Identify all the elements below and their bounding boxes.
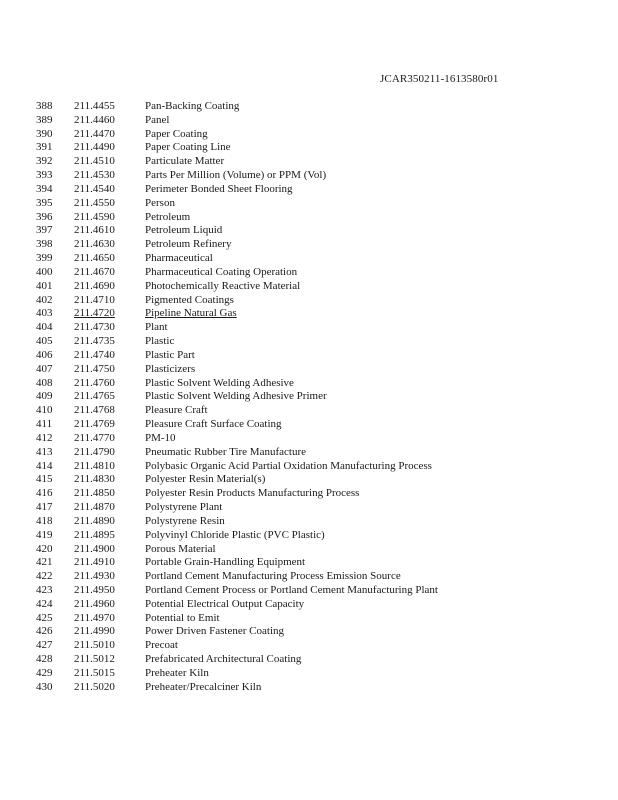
defined-term: Petroleum: [145, 210, 191, 223]
item-number: 426: [36, 625, 53, 638]
defined-term: Photochemically Reactive Material: [145, 279, 301, 292]
section-number: 211.4750: [74, 362, 115, 375]
list-item: [0, 639, 618, 653]
item-number: 407: [36, 362, 53, 375]
list-item: [0, 266, 618, 280]
item-number: 391: [36, 141, 53, 154]
section-number: 211.4590: [74, 210, 115, 223]
section-number: 211.5020: [74, 680, 115, 693]
list-item: [0, 460, 618, 474]
defined-term: Plastic Part: [145, 348, 195, 361]
list-item: [0, 418, 618, 432]
defined-term: Plasticizers: [145, 362, 196, 375]
item-number: 393: [36, 169, 53, 182]
item-number: 388: [36, 100, 53, 112]
defined-term: Particulate Matter: [145, 155, 225, 168]
section-number: 211.4950: [74, 583, 115, 596]
list-item: [0, 114, 618, 128]
item-number: 392: [36, 155, 53, 168]
item-number: 389: [36, 113, 53, 126]
defined-term: Polyester Resin Products Manufacturing Process: [145, 487, 360, 500]
list-item: [0, 100, 618, 114]
list-item: [0, 598, 618, 612]
list-item: [0, 197, 618, 211]
list-item: [0, 681, 618, 695]
section-number: 211.4610: [74, 224, 115, 237]
defined-term: Pan-Backing Coating: [145, 100, 240, 112]
list-item: [0, 155, 618, 169]
defined-term: Polyester Resin Material(s): [145, 473, 266, 486]
item-number: 399: [36, 252, 53, 265]
list-item: [0, 501, 618, 515]
section-number: 211.4740: [74, 348, 115, 361]
item-number: 412: [36, 431, 53, 444]
section-number: 211.4730: [74, 321, 115, 334]
section-number: 211.4850: [74, 487, 115, 500]
item-number: 425: [36, 611, 53, 624]
list-item: [0, 667, 618, 681]
list-item: [0, 473, 618, 487]
section-number: 211.4650: [74, 252, 115, 265]
defined-term: Perimeter Bonded Sheet Flooring: [145, 182, 293, 195]
defined-term: Pipeline Natural Gas: [145, 307, 237, 320]
defined-term: Prefabricated Architectural Coating: [145, 653, 302, 666]
defined-term: Plant: [145, 321, 168, 334]
item-number: 404: [36, 321, 53, 334]
defined-term: Plastic Solvent Welding Adhesive Primer: [145, 390, 327, 403]
section-number: 211.4890: [74, 514, 115, 527]
defined-term: Pleasure Craft: [145, 404, 208, 417]
item-number: 427: [36, 639, 53, 652]
defined-term: Preheater Kiln: [145, 666, 209, 679]
item-number: 413: [36, 445, 53, 458]
item-number: 394: [36, 182, 53, 195]
defined-term: Precoat: [145, 639, 178, 652]
section-number: 211.4470: [74, 127, 115, 140]
item-number: 420: [36, 542, 53, 555]
item-number: 429: [36, 666, 53, 679]
defined-term: Pharmaceutical: [145, 252, 213, 265]
defined-term: Potential to Emit: [145, 611, 220, 624]
section-number: 211.4540: [74, 182, 115, 195]
item-number: 397: [36, 224, 53, 237]
section-number: 211.5010: [74, 639, 115, 652]
defined-term: Preheater/Precalciner Kiln: [145, 680, 262, 693]
section-number: 211.4710: [74, 293, 115, 306]
section-number: 211.4630: [74, 238, 115, 251]
list-item: [0, 377, 618, 391]
list-item: [0, 141, 618, 155]
section-number: 211.4670: [74, 265, 115, 278]
list-item: [0, 625, 618, 639]
item-number: 396: [36, 210, 53, 223]
list-item: [0, 238, 618, 252]
document-id: JCAR350211-1613580r01: [380, 73, 499, 85]
item-number: 421: [36, 556, 53, 569]
defined-term: Paper Coating: [145, 127, 208, 140]
section-number: 211.4895: [74, 528, 115, 541]
list-item: [0, 335, 618, 349]
list-item: [0, 363, 618, 377]
list-item: [0, 515, 618, 529]
list-item: [0, 487, 618, 501]
item-number: 400: [36, 265, 53, 278]
list-item: [0, 128, 618, 142]
item-number: 418: [36, 514, 53, 527]
list-item: [0, 556, 618, 570]
list-item: [0, 307, 618, 321]
item-number: 390: [36, 127, 53, 140]
item-number: 401: [36, 279, 53, 292]
section-number: 211.4900: [74, 542, 115, 555]
item-number: 409: [36, 390, 53, 403]
section-number: 211.4765: [74, 390, 115, 403]
item-number: 423: [36, 583, 53, 596]
defined-term: Paper Coating Line: [145, 141, 231, 154]
defined-term: Parts Per Million (Volume) or PPM (Vol): [145, 169, 327, 182]
section-number: 211.5015: [74, 666, 115, 679]
defined-term: PM-10: [145, 431, 176, 444]
item-number: 410: [36, 404, 53, 417]
defined-term: Petroleum Refinery: [145, 238, 232, 251]
list-item: [0, 321, 618, 335]
item-number: 428: [36, 653, 53, 666]
section-number: 211.4910: [74, 556, 115, 569]
section-number: 211.4530: [74, 169, 115, 182]
section-number: 211.4830: [74, 473, 115, 486]
defined-term: Polystyrene Plant: [145, 501, 223, 514]
item-number: 402: [36, 293, 53, 306]
section-number: 211.4770: [74, 431, 115, 444]
list-item: [0, 211, 618, 225]
item-number: 395: [36, 196, 53, 209]
list-item: [0, 653, 618, 667]
section-number: 211.4768: [74, 404, 115, 417]
list-item: [0, 294, 618, 308]
list-item: [0, 543, 618, 557]
section-number: 211.4460: [74, 113, 115, 126]
item-number: 405: [36, 335, 53, 348]
section-number: 211.4720: [74, 307, 115, 320]
list-item: [0, 432, 618, 446]
item-number: 408: [36, 376, 53, 389]
list-item: [0, 280, 618, 294]
item-number: 414: [36, 459, 53, 472]
section-number: 211.5012: [74, 653, 115, 666]
item-number: 422: [36, 570, 53, 583]
defined-term: Power Driven Fastener Coating: [145, 625, 284, 638]
section-number: 211.4990: [74, 625, 115, 638]
defined-term: Person: [145, 196, 175, 209]
defined-term: Plastic Solvent Welding Adhesive: [145, 376, 294, 389]
defined-term: Potential Electrical Output Capacity: [145, 597, 305, 610]
defined-term: Pharmaceutical Coating Operation: [145, 265, 298, 278]
defined-term: Panel: [145, 113, 170, 126]
section-number: 211.4970: [74, 611, 115, 624]
defined-term: Portable Grain-Handling Equipment: [145, 556, 306, 569]
section-number: 211.4735: [74, 335, 115, 348]
item-number: 406: [36, 348, 53, 361]
section-number: 211.4790: [74, 445, 115, 458]
defined-term: Petroleum Liquid: [145, 224, 223, 237]
defined-term: Polyvinyl Chloride Plastic (PVC Plastic): [145, 528, 325, 541]
defined-term: Portland Cement Manufacturing Process Emission Source: [145, 570, 401, 583]
item-number: 411: [36, 418, 53, 431]
list-item: [0, 529, 618, 543]
list-item: [0, 183, 618, 197]
item-number: 416: [36, 487, 53, 500]
item-number: 415: [36, 473, 53, 486]
list-item: [0, 612, 618, 626]
defined-term: Portland Cement Process or Portland Cement Manufacturing Plant: [145, 583, 438, 596]
item-number: 424: [36, 597, 53, 610]
item-number: 419: [36, 528, 53, 541]
section-number: 211.4510: [74, 155, 115, 168]
list-item: [0, 169, 618, 183]
list-item: [0, 446, 618, 460]
section-number: 211.4930: [74, 570, 115, 583]
section-number: 211.4455: [74, 100, 115, 112]
section-number: 211.4810: [74, 459, 115, 472]
section-number: 211.4690: [74, 279, 115, 292]
section-number: 211.4769: [74, 418, 115, 431]
section-number: 211.4960: [74, 597, 115, 610]
item-number: 403: [36, 307, 53, 320]
section-number: 211.4760: [74, 376, 115, 389]
definitions-list: [0, 100, 618, 695]
list-item: [0, 349, 618, 363]
defined-term: Pneumatic Rubber Tire Manufacture: [145, 445, 306, 458]
list-item: [0, 584, 618, 598]
item-number: 417: [36, 501, 53, 514]
defined-term: Porous Material: [145, 542, 216, 555]
section-number: 211.4490: [74, 141, 115, 154]
section-number: 211.4550: [74, 196, 115, 209]
list-item: [0, 404, 618, 418]
item-number: 430: [36, 680, 53, 693]
list-item: [0, 224, 618, 238]
list-item: [0, 252, 618, 266]
defined-term: Pigmented Coatings: [145, 293, 234, 306]
defined-term: Plastic: [145, 335, 175, 348]
defined-term: Polybasic Organic Acid Partial Oxidation Manufacturing Process: [145, 459, 432, 472]
list-item: [0, 570, 618, 584]
list-item: [0, 390, 618, 404]
item-number: 398: [36, 238, 53, 251]
defined-term: Pleasure Craft Surface Coating: [145, 418, 282, 431]
defined-term: Polystyrene Resin: [145, 514, 225, 527]
section-number: 211.4870: [74, 501, 115, 514]
